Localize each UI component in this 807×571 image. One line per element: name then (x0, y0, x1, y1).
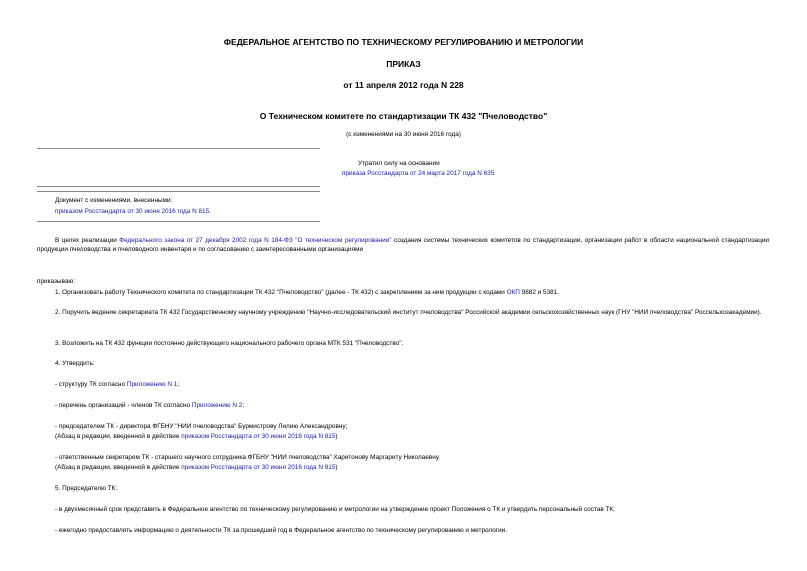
item-5-sub-1: - в двухмесячный срок представить в Федеральное агентство по техническому регулированию и метрологии на утверждение проект Положения о ТК и утвердить персональный состав ТК; (55, 506, 615, 513)
preamble-text-1: В целях реализации (55, 237, 120, 244)
amendment-order-link[interactable]: приказом Росстандарта от 30 июня 2016 года N 815 (181, 433, 336, 440)
amended-note: (с изменениями на 30 июня 2016 года) (346, 131, 461, 138)
chair-edit-note (55, 432, 338, 441)
orders-word: приказываю: (37, 278, 75, 285)
item-1-text: 1. Организовать работу Технического комитета по стандартизации ТК 432 "Пчеловодство" (далее - ТК 432) с закреплением за ним продукции с кодами (55, 289, 507, 296)
amendment-order-link[interactable]: приказом Росстандарта от 30 июня 2016 года N 815 (181, 464, 336, 471)
amendments-link[interactable]: приказом Росстандарта от 30 июня 2016 года N 815 (55, 208, 210, 215)
amendments-line (55, 207, 211, 216)
appendix-1-link[interactable]: Приложению N 1 (126, 381, 178, 388)
amendments-end: . (209, 208, 211, 215)
divider (37, 148, 320, 149)
note-end: ) (335, 464, 338, 471)
sub-item-end: ; (177, 381, 180, 388)
note-text: (Абзац в редакции, введенной в действие (55, 433, 182, 440)
status-link[interactable]: приказа Росстандарта от 24 марта 2017 года N 635 (342, 170, 495, 177)
sub-item-end: ; (242, 402, 245, 409)
sub-item-structure (55, 380, 179, 389)
item-5: 5. Председателю ТК: (55, 485, 118, 492)
divider (37, 221, 320, 222)
sub-item-text: - структуру ТК согласно (55, 381, 127, 388)
item-1-end: 9882 и 5381. (519, 289, 560, 296)
item-5-sub-2: - ежегодно предоставлять информацию о деятельности ТК за прошедший год в Федеральное агентство по техническому регулированию и метрологии. (55, 527, 508, 534)
divider (37, 186, 320, 187)
appendix-2-link[interactable]: Приложению N 2 (191, 402, 243, 409)
status-text: Утратил силу на основании (358, 160, 440, 167)
item-1 (55, 288, 559, 297)
okp-link[interactable]: ОКП (506, 289, 520, 296)
divider (37, 191, 320, 192)
secretary-edit-note (55, 463, 338, 472)
note-end: ) (335, 433, 338, 440)
sub-item-text: - перечень организаций - членов ТК согласно (55, 402, 192, 409)
item-2: 2. Поручить ведение секретариата ТК 432 Государственному научному учреждению "Научно-исследовательский институт пчеловодства" Российской академии сельскохозяйственных наук (ГНУ "НИИ пчеловодства" Россельхозакадемии). (55, 309, 762, 316)
sub-item-secretary: - ответственным секретарем ТК - старшего научного сотрудника ФГБНУ "НИИ пчеловодства" Харитонову Маргариту Николаевну. (55, 454, 441, 461)
doc-date-number: от 11 апреля 2012 года N 228 (343, 80, 464, 90)
agency-title: ФЕДЕРАЛЬНОЕ АГЕНТСТВО ПО ТЕХНИЧЕСКОМУ РЕГУЛИРОВАНИЮ И МЕТРОЛОГИИ (223, 37, 584, 47)
note-text: (Абзац в редакции, введенной в действие (55, 464, 182, 471)
sub-item-members (55, 401, 244, 410)
doc-subject: О Техническом комитете по стандартизации ТК 432 "Пчеловодство" (259, 111, 548, 121)
federal-law-link[interactable]: Федерального закона от 27 декабря 2002 года N 184-ФЗ "О техническом регулировании" (119, 237, 392, 244)
preamble-text-2: создания системы технических комитетов по стандартизации, организации работ в области национальной стандартизации продукции пчеловодства и пчеловодного инвентаря и по согласованию с заинтересованными организациями (37, 237, 769, 253)
item-3: 3. Возложить на ТК 432 функции постоянно действующего национального рабочего органа МТК 531 "Пчеловодство". (55, 340, 404, 347)
item-4: 4. Утвердить: (55, 360, 95, 367)
sub-item-chair: - председателем ТК - директора ФГБНУ "НИИ пчеловодства" Бурмистрову Лилию Александровну; (55, 423, 348, 430)
amendments-text: Документ с изменениями, внесенными: (55, 197, 173, 204)
doc-type: ПРИКАЗ (386, 59, 421, 69)
preamble (37, 236, 769, 254)
